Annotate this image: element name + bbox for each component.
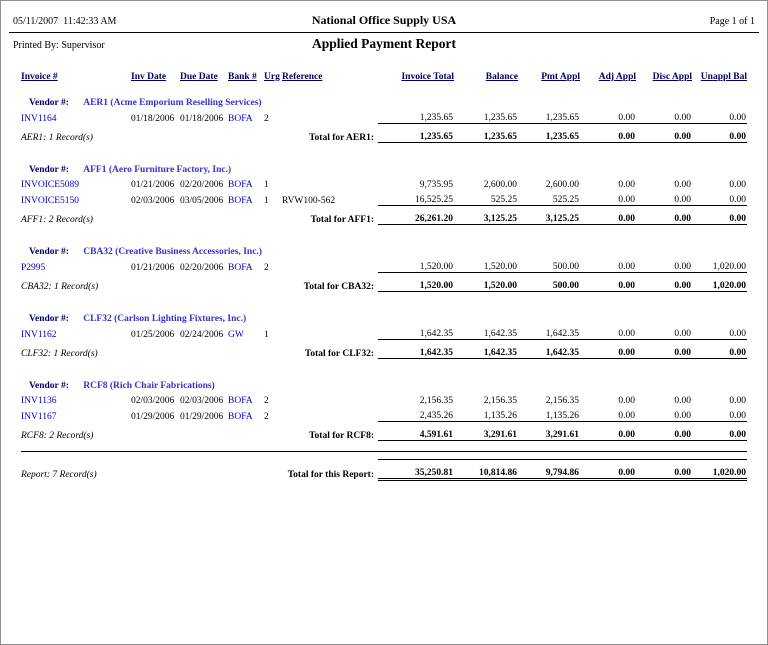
group-total-disc-appl: 0.00 <box>636 340 692 359</box>
disc-appl-cell: 0.00 <box>674 180 691 190</box>
invoice-number-link[interactable]: INV1136 <box>21 396 57 406</box>
group-total-label: Total for RCF8: <box>309 430 374 441</box>
column-header-row <box>21 72 747 85</box>
col-header-unappl-bal: Unappl Bal <box>700 72 747 82</box>
unappl-bal-cell: 1,020.00 <box>712 262 746 272</box>
col-header-inv-date: Inv Date <box>131 72 167 82</box>
report-total-row <box>21 460 747 480</box>
unappl-bal-cell: 0.00 <box>729 180 746 190</box>
disc-appl-cell: 0.00 <box>674 411 691 421</box>
col-header-invoice-total: Invoice Total <box>401 72 454 82</box>
group-total-pmt-appl: 3,125.25 <box>518 206 580 225</box>
invoice-cell <box>21 190 131 206</box>
vendor-number-label: Vendor #: <box>29 314 69 324</box>
company-name: National Office Supply USA <box>311 13 457 27</box>
group-total-pmt-appl: 1,235.65 <box>518 124 580 143</box>
group-total-label: Total for AER1: <box>309 132 374 143</box>
invoice-number-link[interactable]: INV1167 <box>21 411 57 422</box>
urg-cell: 1 <box>264 195 269 206</box>
group-total-invoice-total: 4,591.61 <box>378 422 454 441</box>
urg-cell: 1 <box>264 180 269 190</box>
group-record-count: RCF8: 2 Record(s) <box>21 430 94 441</box>
due-date-cell: 02/20/2006 <box>180 180 224 190</box>
group-total-label: Total for CLF32: <box>304 348 374 359</box>
bank-cell <box>228 190 264 206</box>
vendor-cell <box>21 152 747 175</box>
disc-appl-cell: 0.00 <box>674 113 691 123</box>
bank-link[interactable]: BOFA <box>228 411 253 422</box>
unappl-bal-cell: 0.00 <box>729 411 746 421</box>
inv-date-cell: 02/03/2006 <box>131 396 175 406</box>
urg-cell: 2 <box>264 396 269 406</box>
bank-link[interactable]: BOFA <box>228 195 253 206</box>
report-total-disc-appl: 0.00 <box>636 460 692 480</box>
inv-date-cell: 01/18/2006 <box>131 113 175 124</box>
group-total-disc-appl: 0.00 <box>636 422 692 441</box>
group-total-disc-appl: 0.00 <box>636 273 692 292</box>
vendor-cell <box>21 301 747 324</box>
vendor-cell <box>21 368 747 391</box>
group-record-count: CBA32: 1 Record(s) <box>21 281 99 292</box>
report-total-label: Total for this Report: <box>287 469 374 480</box>
group-total-row <box>21 124 747 143</box>
vendor-name-link[interactable]: AFF1 (Aero Furniture Factory, Inc.) <box>83 165 232 175</box>
vendor-number-label: Vendor #: <box>29 247 69 257</box>
invoice-cell <box>21 324 131 340</box>
divider-cell <box>21 441 747 452</box>
bank-cell <box>228 406 264 422</box>
group-total-label: Total for AFF1: <box>310 214 374 225</box>
vendor-name-link[interactable]: CLF32 (Carlson Lighting Fixtures, Inc.) <box>83 314 247 324</box>
bank-cell <box>228 108 264 124</box>
vendor-cell <box>21 234 747 257</box>
report-total-balance: 10,814.86 <box>454 460 518 480</box>
col-header-balance: Balance <box>485 72 518 82</box>
report-title: Applied Payment Report <box>312 36 456 51</box>
unappl-bal-cell: 0.00 <box>729 113 746 123</box>
bank-cell <box>228 391 264 406</box>
due-date-cell: 02/03/2006 <box>180 396 224 406</box>
group-total-unappl-bal: 0.00 <box>692 422 747 441</box>
invoice-number-link[interactable]: INVOICE5150 <box>21 195 80 206</box>
group-total-pmt-appl: 3,291.61 <box>518 422 580 441</box>
col-header-urg: Urg <box>264 72 280 82</box>
reference-cell: RVW100-562 <box>282 195 336 206</box>
inv-date-cell: 01/21/2006 <box>131 180 175 190</box>
group-total-row <box>21 340 747 359</box>
col-header-disc-appl: Disc Appl <box>652 72 692 82</box>
invoice-row <box>21 190 747 206</box>
urg-cell: 2 <box>264 262 269 273</box>
adj-appl-cell: 0.00 <box>618 411 635 421</box>
pmt-appl-cell: 1,642.35 <box>545 329 579 339</box>
disc-appl-cell: 0.00 <box>674 396 691 406</box>
report-total-pmt-appl: 9,794.86 <box>518 460 580 480</box>
invoice-total-cell: 16,525.25 <box>415 195 453 205</box>
invoice-total-cell: 1,235.65 <box>419 113 453 123</box>
group-total-invoice-total: 1,235.65 <box>378 124 454 143</box>
balance-cell: 1,135.26 <box>483 411 517 421</box>
balance-cell: 525.25 <box>490 195 517 205</box>
bank-cell <box>228 175 264 190</box>
vendor-number-label: Vendor #: <box>29 98 69 108</box>
balance-cell: 1,642.35 <box>483 329 517 339</box>
due-date-cell: 01/29/2006 <box>180 411 224 422</box>
report-header-bottom <box>13 36 755 52</box>
unappl-bal-cell: 0.00 <box>729 195 746 205</box>
inv-date-cell: 01/29/2006 <box>131 411 175 422</box>
group-spacer <box>21 143 747 153</box>
adj-appl-cell: 0.00 <box>618 113 635 123</box>
bank-link[interactable]: GW <box>228 329 244 340</box>
pmt-appl-cell: 2,600.00 <box>545 180 579 190</box>
invoice-total-cell: 9,735.95 <box>419 180 453 190</box>
invoice-total-cell: 1,520.00 <box>419 262 453 272</box>
group-total-label: Total for CBA32: <box>303 281 374 292</box>
vendor-number-label: Vendor #: <box>29 381 69 391</box>
col-header-invoice: Invoice # <box>21 72 58 82</box>
pmt-appl-cell: 525.25 <box>552 195 579 205</box>
vendor-header-row <box>21 368 747 391</box>
due-date-cell: 03/05/2006 <box>180 195 224 206</box>
group-total-unappl-bal: 1,020.00 <box>692 273 747 292</box>
invoice-total-cell: 2,156.35 <box>419 396 453 406</box>
report-total-invoice-total: 35,250.81 <box>378 460 454 480</box>
group-record-count: AFF1: 2 Record(s) <box>21 214 93 225</box>
invoice-number-link[interactable]: INVOICE5089 <box>21 180 80 190</box>
balance-cell: 2,156.35 <box>483 396 517 406</box>
group-spacer <box>21 359 747 369</box>
due-date-cell: 02/24/2006 <box>180 329 224 340</box>
group-total-invoice-total: 26,261.20 <box>378 206 454 225</box>
group-total-adj-appl: 0.00 <box>580 124 636 143</box>
report-table <box>21 72 747 481</box>
reference-cell <box>282 108 378 124</box>
spacer-cell <box>21 359 747 369</box>
spacer-cell <box>21 292 747 302</box>
invoice-cell <box>21 108 131 124</box>
vendor-number-label: Vendor #: <box>29 165 69 175</box>
group-total-row <box>21 422 747 441</box>
reference-cell <box>282 257 378 273</box>
urg-cell: 2 <box>264 411 269 422</box>
report-header-top <box>13 13 755 28</box>
invoice-total-cell: 1,642.35 <box>419 329 453 339</box>
report-total-unappl-bal: 1,020.00 <box>692 460 747 480</box>
inv-date-cell: 01/21/2006 <box>131 262 175 273</box>
invoice-number-link[interactable]: INV1162 <box>21 329 57 340</box>
vendor-name-link[interactable]: AER1 (Acme Emporium Reselling Services) <box>83 98 262 108</box>
invoice-row <box>21 391 747 406</box>
adj-appl-cell: 0.00 <box>618 329 635 339</box>
group-total-adj-appl: 0.00 <box>580 340 636 359</box>
col-header-reference: Reference <box>282 72 323 82</box>
adj-appl-cell: 0.00 <box>618 195 635 205</box>
bank-cell <box>228 257 264 273</box>
bank-cell <box>228 324 264 340</box>
group-total-invoice-total: 1,642.35 <box>378 340 454 359</box>
group-total-balance: 3,125.25 <box>454 206 518 225</box>
col-header-due-date: Due Date <box>180 72 218 82</box>
group-total-row <box>21 273 747 292</box>
group-total-pmt-appl: 1,642.35 <box>518 340 580 359</box>
group-total-balance: 1,642.35 <box>454 340 518 359</box>
invoice-row <box>21 406 747 422</box>
balance-cell: 1,235.65 <box>483 113 517 123</box>
vendor-header-row <box>21 301 747 324</box>
group-total-unappl-bal: 0.00 <box>692 124 747 143</box>
adj-appl-cell: 0.00 <box>618 180 635 190</box>
disc-appl-cell: 0.00 <box>674 329 691 339</box>
invoice-cell <box>21 175 131 190</box>
group-total-unappl-bal: 0.00 <box>692 206 747 225</box>
group-record-count: AER1: 1 Record(s) <box>21 132 93 143</box>
vendor-cell <box>21 85 747 108</box>
report-record-count: Report: 7 Record(s) <box>21 469 97 480</box>
vendor-header-row <box>21 234 747 257</box>
inv-date-cell: 01/25/2006 <box>131 329 175 340</box>
urg-cell: 1 <box>264 329 269 340</box>
invoice-row <box>21 175 747 190</box>
adj-appl-cell: 0.00 <box>618 396 635 406</box>
due-date-cell: 01/18/2006 <box>180 113 224 124</box>
group-total-balance: 1,235.65 <box>454 124 518 143</box>
group-total-balance: 3,291.61 <box>454 422 518 441</box>
bank-link[interactable]: BOFA <box>228 113 253 124</box>
disc-appl-cell: 0.00 <box>674 262 691 272</box>
group-spacer <box>21 292 747 302</box>
footer-spacer <box>21 452 747 460</box>
disc-appl-cell: 0.00 <box>674 195 691 205</box>
inv-date-cell: 02/03/2006 <box>131 195 175 206</box>
invoice-row <box>21 257 747 273</box>
report-footer-divider <box>21 441 747 452</box>
group-total-invoice-total: 1,520.00 <box>378 273 454 292</box>
vendor-name-link[interactable]: CBA32 (Creative Business Accessories, Inc.) <box>83 247 262 257</box>
group-total-pmt-appl: 500.00 <box>518 273 580 292</box>
bank-link[interactable]: BOFA <box>228 262 253 273</box>
reference-cell <box>282 406 378 422</box>
print-datetime: 05/11/2007 11:42:33 AM <box>13 16 117 27</box>
pmt-appl-cell: 1,235.65 <box>545 113 579 123</box>
invoice-number-link[interactable]: INV1164 <box>21 113 57 124</box>
group-total-adj-appl: 0.00 <box>580 273 636 292</box>
vendor-name-link[interactable]: RCF8 (Rich Chair Fabrications) <box>83 381 215 391</box>
col-header-adj-appl: Adj Appl <box>598 72 636 82</box>
group-total-adj-appl: 0.00 <box>580 422 636 441</box>
bank-link[interactable]: BOFA <box>228 180 253 190</box>
group-total-disc-appl: 0.00 <box>636 124 692 143</box>
group-total-disc-appl: 0.00 <box>636 206 692 225</box>
col-header-bank: Bank # <box>228 72 257 82</box>
invoice-cell <box>21 406 131 422</box>
group-record-count: CLF32: 1 Record(s) <box>21 348 98 359</box>
reference-cell <box>282 324 378 340</box>
invoice-row <box>21 324 747 340</box>
pmt-appl-cell: 500.00 <box>552 262 579 272</box>
spacer-cell <box>21 225 747 235</box>
invoice-cell <box>21 391 131 406</box>
balance-cell: 2,600.00 <box>483 180 517 190</box>
balance-cell: 1,520.00 <box>483 262 517 272</box>
pmt-appl-cell: 1,135.26 <box>545 411 579 421</box>
vendor-header-row <box>21 152 747 175</box>
group-total-adj-appl: 0.00 <box>580 206 636 225</box>
report-total-adj-appl: 0.00 <box>580 460 636 480</box>
invoice-number-link[interactable]: P2995 <box>21 262 46 273</box>
reference-cell <box>282 175 378 190</box>
reference-cell <box>282 391 378 406</box>
unappl-bal-cell: 0.00 <box>729 396 746 406</box>
page-number: Page 1 of 1 <box>709 16 755 27</box>
invoice-cell <box>21 257 131 273</box>
adj-appl-cell: 0.00 <box>618 262 635 272</box>
urg-cell: 2 <box>264 113 269 124</box>
spacer-cell <box>21 452 747 460</box>
vendor-header-row <box>21 85 747 108</box>
printed-by: Printed By: Supervisor <box>13 40 105 51</box>
header-divider <box>9 32 759 33</box>
bank-link[interactable]: BOFA <box>228 396 253 406</box>
invoice-total-cell: 2,435.26 <box>419 411 453 421</box>
due-date-cell: 02/20/2006 <box>180 262 224 273</box>
group-total-balance: 1,520.00 <box>454 273 518 292</box>
group-spacer <box>21 225 747 235</box>
col-header-pmt-appl: Pmt Appl <box>541 72 580 82</box>
pmt-appl-cell: 2,156.35 <box>545 396 579 406</box>
spacer-cell <box>21 143 747 153</box>
invoice-row <box>21 108 747 124</box>
group-total-unappl-bal: 0.00 <box>692 340 747 359</box>
unappl-bal-cell: 0.00 <box>729 329 746 339</box>
group-total-row <box>21 206 747 225</box>
